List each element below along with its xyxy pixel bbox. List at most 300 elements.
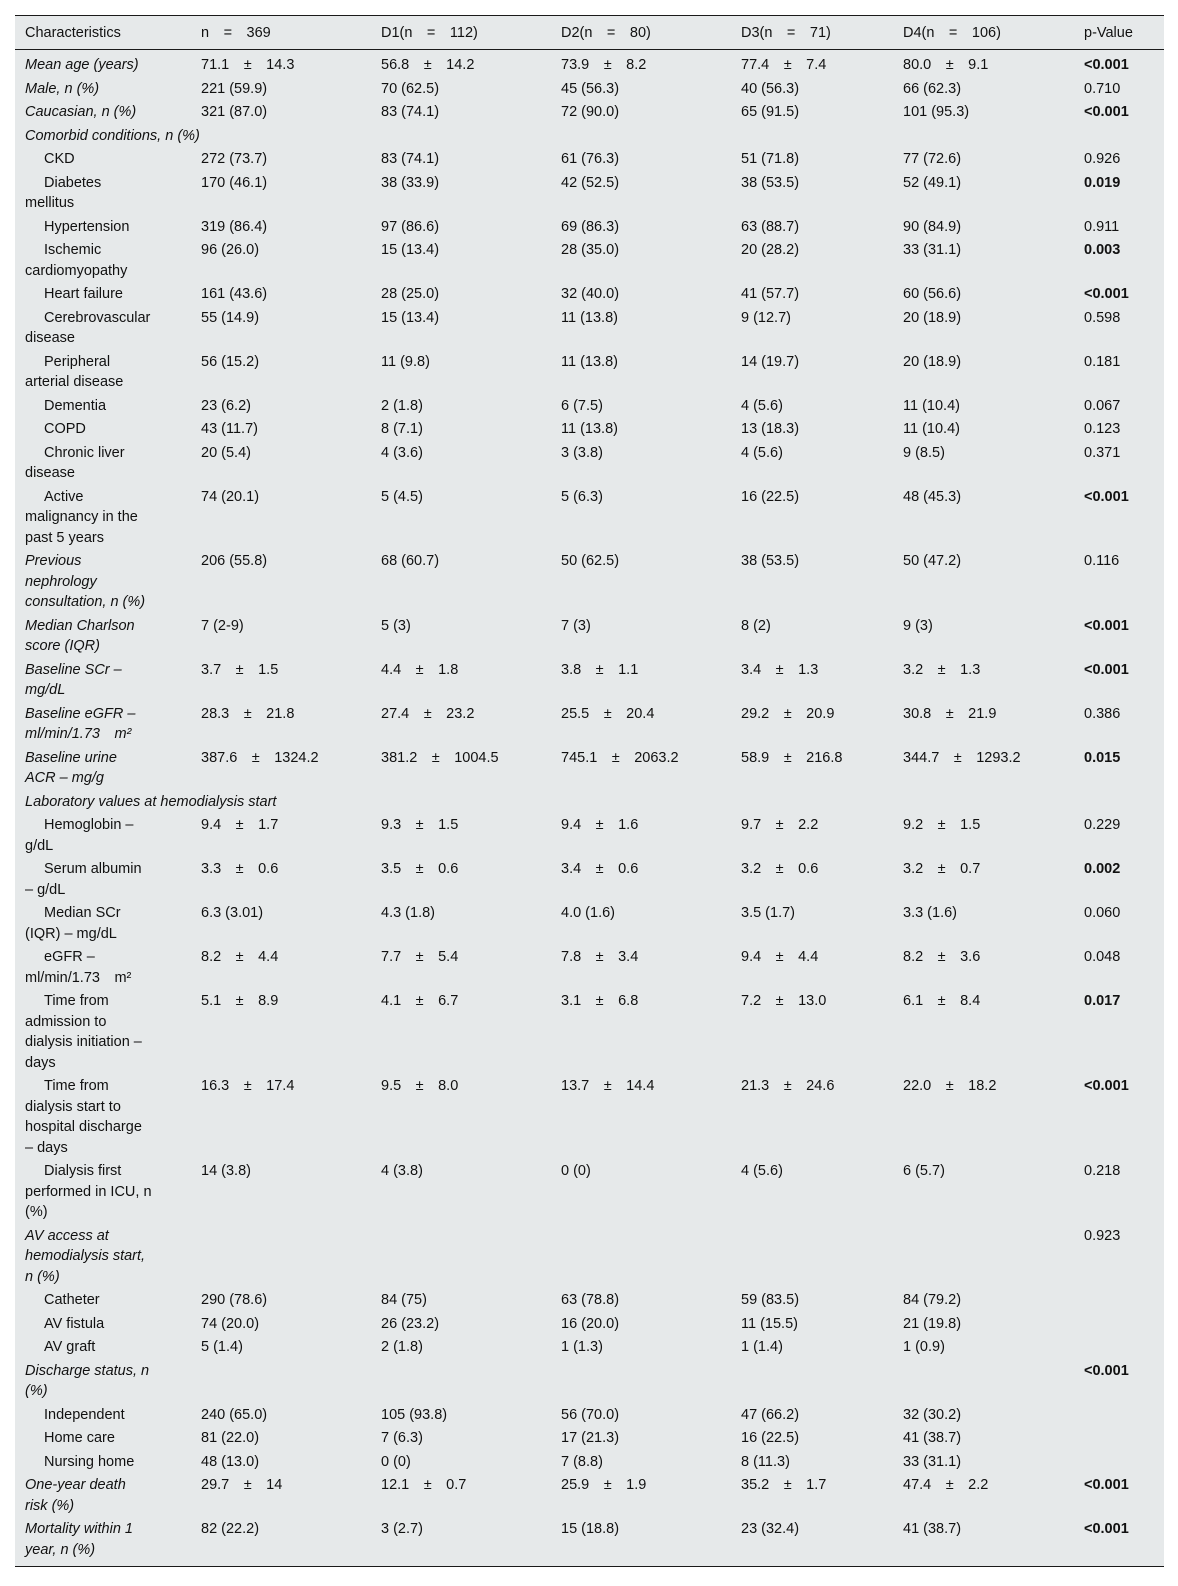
row-sublabel [15, 1159, 191, 1224]
row-label [15, 1224, 191, 1289]
row-label-text: COPD [44, 421, 86, 437]
table-row [15, 485, 1164, 550]
row-label [15, 1473, 191, 1517]
value-cell: 74 (20.0) [201, 1315, 260, 1332]
p-value-cell: 0.017 [1084, 993, 1121, 1009]
header-characteristics: Characteristics [15, 16, 191, 50]
row-label-text: Male, n (%) [25, 80, 100, 97]
value-cell: 3.3 (1.6) [903, 905, 957, 921]
value-cell: 5 (1.4) [201, 1339, 243, 1355]
row-label-text: Hypertension [44, 218, 130, 235]
value-cell: 6 (5.7) [903, 1163, 945, 1179]
value-cell: 4 (3.8) [381, 1163, 423, 1179]
row-sublabel [15, 441, 191, 485]
table-row [15, 813, 1164, 857]
row-label-text: Catheter [44, 1292, 100, 1308]
value-cell: 6.1 ± 8.4 [903, 993, 981, 1009]
value-cell: 71.1 ± 14.3 [201, 57, 295, 73]
value-cell: 20 (5.4) [201, 444, 251, 461]
p-value-cell: 0.116 [1084, 553, 1120, 569]
p-value-cell: 0.067 [1084, 397, 1121, 414]
row-label [15, 100, 191, 124]
row-label-text: Dialysis first performed in ICU, n (%) [25, 1163, 152, 1220]
value-cell: 11 (9.8) [381, 353, 430, 370]
value-cell: 8 (11.3) [741, 1453, 790, 1470]
value-cell: 344.7 ± 1293.2 [903, 749, 1021, 766]
row-label-text: Baseline urine ACR – mg/g [25, 749, 117, 786]
value-cell: 96 (26.0) [201, 242, 260, 258]
value-cell: 13.7 ± 14.4 [561, 1078, 655, 1094]
p-value-cell: 0.911 [1084, 218, 1120, 235]
row-label-text: Discharge status, n (%) [25, 1362, 150, 1399]
value-cell: 1 (0.9) [903, 1339, 945, 1355]
value-cell: 3.3 ± 0.6 [201, 861, 279, 877]
value-cell: 9.5 ± 8.0 [381, 1078, 459, 1094]
value-cell: 59 (83.5) [741, 1292, 800, 1308]
row-label [15, 746, 191, 790]
table-row [15, 394, 1164, 418]
value-cell: 161 (43.6) [201, 286, 268, 302]
value-cell: 60 (56.6) [903, 286, 962, 302]
table-row [15, 1517, 1164, 1566]
value-cell: 29.2 ± 20.9 [741, 705, 835, 722]
value-cell: 90 (84.9) [903, 218, 962, 235]
table-row [15, 50, 1164, 77]
p-value-cell: 0.123 [1084, 421, 1121, 437]
data-table [15, 16, 1164, 1566]
row-sublabel [15, 350, 191, 394]
value-cell: 47.4 ± 2.2 [903, 1477, 989, 1493]
value-cell: 3.8 ± 1.1 [561, 661, 639, 678]
p-value-cell: <0.001 [1084, 57, 1129, 73]
value-cell: 3 (2.7) [381, 1521, 423, 1537]
row-label [15, 702, 191, 746]
value-cell: 25.5 ± 20.4 [561, 705, 655, 722]
table-row [15, 614, 1164, 658]
row-sublabel [15, 1074, 191, 1159]
row-label [15, 1359, 191, 1403]
row-label-text: Comorbid conditions, n (%) [25, 127, 200, 144]
row-label [15, 124, 1164, 148]
value-cell: 0 (0) [381, 1453, 411, 1470]
row-label [15, 50, 191, 77]
value-cell [371, 1359, 551, 1403]
value-cell [893, 1359, 1074, 1403]
p-value-cell: 0.003 [1084, 242, 1121, 258]
value-cell: 14 (3.8) [201, 1163, 251, 1179]
row-label-text: Active malignancy in the past 5 years [25, 488, 138, 546]
row-label-text: Dementia [44, 397, 107, 414]
table-row [15, 857, 1164, 901]
header-p-value: p-Value [1074, 16, 1164, 50]
row-label [15, 77, 191, 101]
value-cell: 272 (73.7) [201, 151, 268, 167]
value-cell: 23 (32.4) [741, 1521, 800, 1537]
value-cell: 20 (28.2) [741, 242, 800, 258]
row-label-text: eGFR – ml/min/1.73 m² [25, 949, 132, 986]
value-cell: 33 (31.1) [903, 242, 962, 258]
value-cell: 41 (38.7) [903, 1430, 962, 1446]
table-header-row [15, 16, 1164, 50]
value-cell: 68 (60.7) [381, 553, 440, 569]
value-cell: 77.4 ± 7.4 [741, 57, 827, 73]
row-sublabel [15, 1312, 191, 1336]
row-label-text: Nursing home [44, 1453, 135, 1470]
value-cell: 7.2 ± 13.0 [741, 993, 827, 1009]
value-cell: 1 (1.3) [561, 1339, 603, 1355]
value-cell: 3.2 ± 1.3 [903, 661, 981, 678]
p-value-cell: 0.181 [1084, 353, 1121, 370]
p-value-cell: <0.001 [1084, 488, 1129, 505]
value-cell: 4.3 (1.8) [381, 905, 435, 921]
table-row [15, 1335, 1164, 1359]
value-cell: 221 (59.9) [201, 80, 268, 97]
value-cell: 38 (53.5) [741, 553, 800, 569]
value-cell: 56.8 ± 14.2 [381, 57, 475, 73]
p-value-cell: <0.001 [1084, 617, 1129, 634]
value-cell: 72 (90.0) [561, 104, 620, 120]
value-cell: 83 (74.1) [381, 104, 440, 120]
value-cell: 7 (6.3) [381, 1430, 423, 1446]
value-cell: 26 (23.2) [381, 1315, 440, 1332]
p-value-cell: 0.229 [1084, 817, 1121, 833]
table-row [15, 417, 1164, 441]
row-label [15, 549, 191, 614]
value-cell: 4.1 ± 6.7 [381, 993, 459, 1009]
p-value-cell: 0.371 [1084, 444, 1121, 461]
value-cell [731, 1224, 893, 1289]
row-label-text: Ischemic cardiomyopathy [25, 242, 128, 279]
value-cell: 9 (8.5) [903, 444, 945, 461]
row-sublabel [15, 147, 191, 171]
value-cell: 5 (3) [381, 617, 411, 634]
value-cell: 65 (91.5) [741, 104, 800, 120]
value-cell: 77 (72.6) [903, 151, 962, 167]
value-cell: 20 (18.9) [903, 309, 962, 326]
row-label-text: Independent [44, 1406, 125, 1423]
value-cell: 9 (12.7) [741, 309, 791, 326]
row-label-text: One-year death risk (%) [25, 1477, 126, 1514]
value-cell: 206 (55.8) [201, 553, 268, 569]
header-d3: D3(n = 71) [731, 16, 893, 50]
value-cell: 45 (56.3) [561, 80, 620, 97]
table-row [15, 171, 1164, 215]
value-cell: 63 (78.8) [561, 1292, 620, 1308]
p-value-cell: 0.015 [1084, 749, 1121, 766]
p-value-cell: <0.001 [1084, 661, 1129, 678]
header-d2: D2(n = 80) [551, 16, 731, 50]
value-cell: 4 (5.6) [741, 444, 783, 461]
value-cell: 25.9 ± 1.9 [561, 1477, 647, 1493]
value-cell: 12.1 ± 0.7 [381, 1477, 467, 1493]
value-cell: 290 (78.6) [201, 1292, 268, 1308]
value-cell: 73.9 ± 8.2 [561, 57, 647, 73]
value-cell: 745.1 ± 2063.2 [561, 749, 679, 766]
value-cell: 321 (87.0) [201, 104, 268, 120]
value-cell: 4 (5.6) [741, 397, 783, 414]
value-cell: 3.4 ± 1.3 [741, 661, 819, 678]
value-cell: 28 (35.0) [561, 242, 620, 258]
row-label-text: Serum albumin – g/dL [25, 861, 142, 898]
row-sublabel [15, 1403, 191, 1427]
value-cell: 387.6 ± 1324.2 [201, 749, 319, 766]
value-cell: 5 (6.3) [561, 488, 603, 505]
value-cell: 16 (20.0) [561, 1315, 620, 1332]
row-sublabel [15, 215, 191, 239]
table-row [15, 1074, 1164, 1159]
value-cell: 14 (19.7) [741, 353, 800, 370]
p-value-cell: 0.386 [1084, 705, 1121, 722]
value-cell: 32 (30.2) [903, 1406, 962, 1423]
value-cell: 50 (62.5) [561, 553, 620, 569]
table-body [15, 50, 1164, 1567]
row-label-text: Laboratory values at hemodialysis start [25, 793, 277, 810]
value-cell: 9 (3) [903, 617, 933, 634]
value-cell: 63 (88.7) [741, 218, 800, 235]
row-label-text: Caucasian, n (%) [25, 104, 137, 120]
row-label-text: AV access at hemodialysis start, n (%) [25, 1227, 146, 1285]
value-cell: 8.2 ± 4.4 [201, 949, 279, 965]
table-row [15, 1450, 1164, 1474]
value-cell: 319 (86.4) [201, 218, 268, 235]
value-cell [551, 1224, 731, 1289]
p-value-cell: 0.060 [1084, 905, 1121, 921]
value-cell [191, 1224, 371, 1289]
value-cell: 28 (25.0) [381, 286, 440, 302]
row-label-text: AV fistula [44, 1315, 105, 1332]
row-label [15, 658, 191, 702]
value-cell: 58.9 ± 216.8 [741, 749, 843, 766]
table-row [15, 282, 1164, 306]
table-row [15, 441, 1164, 485]
value-cell: 0 (0) [561, 1163, 591, 1179]
table-row [15, 100, 1164, 124]
table-row [15, 658, 1164, 702]
value-cell: 56 (70.0) [561, 1406, 620, 1423]
table-row [15, 702, 1164, 746]
row-sublabel [15, 1335, 191, 1359]
value-cell: 3.5 ± 0.6 [381, 861, 459, 877]
table-row [15, 1359, 1164, 1403]
characteristics-table [15, 15, 1164, 1567]
value-cell: 83 (74.1) [381, 151, 440, 167]
value-cell: 15 (13.4) [381, 309, 440, 326]
value-cell: 1 (1.4) [741, 1339, 783, 1355]
value-cell: 9.4 ± 4.4 [741, 949, 819, 965]
row-sublabel [15, 1450, 191, 1474]
row-sublabel [15, 485, 191, 550]
p-value-cell: <0.001 [1084, 1362, 1129, 1379]
p-value-cell [1074, 1450, 1164, 1474]
value-cell [893, 1224, 1074, 1289]
value-cell: 50 (47.2) [903, 553, 962, 569]
p-value-cell: <0.001 [1084, 104, 1129, 120]
value-cell: 170 (46.1) [201, 174, 268, 191]
table-row [15, 549, 1164, 614]
row-sublabel [15, 989, 191, 1074]
value-cell: 61 (76.3) [561, 151, 620, 167]
row-label-text: Baseline eGFR – ml/min/1.73 m² [25, 705, 136, 742]
value-cell: 55 (14.9) [201, 309, 260, 326]
table-row [15, 77, 1164, 101]
table-row [15, 306, 1164, 350]
row-sublabel [15, 417, 191, 441]
row-sublabel [15, 1426, 191, 1450]
p-value-cell: 0.923 [1084, 1227, 1121, 1244]
row-sublabel [15, 238, 191, 282]
header-total: n = 369 [191, 16, 371, 50]
table-row [15, 1224, 1164, 1289]
value-cell: 69 (86.3) [561, 218, 620, 235]
value-cell: 81 (22.0) [201, 1430, 260, 1446]
value-cell: 43 (11.7) [201, 421, 258, 437]
value-cell: 38 (53.5) [741, 174, 800, 191]
value-cell: 2 (1.8) [381, 1339, 423, 1355]
row-label-text: AV graft [44, 1339, 96, 1355]
value-cell: 17 (21.3) [561, 1430, 620, 1446]
p-value-cell: <0.001 [1084, 1477, 1129, 1493]
table-row [15, 989, 1164, 1074]
value-cell: 48 (45.3) [903, 488, 962, 505]
table-row [15, 1426, 1164, 1450]
row-label-text: Median SCr (IQR) – mg/dL [25, 905, 121, 942]
value-cell: 3.7 ± 1.5 [201, 661, 279, 678]
p-value-cell [1074, 1403, 1164, 1427]
p-value-cell [1074, 1335, 1164, 1359]
value-cell: 2 (1.8) [381, 397, 423, 414]
table-row [15, 901, 1164, 945]
table-row [15, 1288, 1164, 1312]
row-label-text: CKD [44, 151, 75, 167]
value-cell: 29.7 ± 14 [201, 1477, 283, 1493]
row-label-text: Chronic liver disease [25, 444, 125, 481]
table-row [15, 1403, 1164, 1427]
row-label [15, 614, 191, 658]
value-cell: 40 (56.3) [741, 80, 800, 97]
row-label-text: Mean age (years) [25, 57, 139, 73]
value-cell: 8 (2) [741, 617, 771, 634]
value-cell: 4.0 (1.6) [561, 905, 615, 921]
value-cell: 52 (49.1) [903, 174, 962, 191]
row-label-text: Diabetes mellitus [25, 174, 102, 211]
row-label-text: Time from dialysis start to hospital discharge – days [25, 1078, 142, 1156]
value-cell: 7 (8.8) [561, 1453, 603, 1470]
value-cell: 9.7 ± 2.2 [741, 817, 819, 833]
row-label-text: Baseline SCr – mg/dL [25, 661, 122, 698]
row-label [15, 1517, 191, 1566]
table-row [15, 1473, 1164, 1517]
row-label-text: Median Charlson score (IQR) [25, 617, 135, 654]
value-cell: 16 (22.5) [741, 1430, 800, 1446]
p-value-cell [1074, 1288, 1164, 1312]
value-cell: 7.7 ± 5.4 [381, 949, 459, 965]
row-sublabel [15, 1288, 191, 1312]
value-cell: 22.0 ± 18.2 [903, 1078, 997, 1094]
value-cell: 7.8 ± 3.4 [561, 949, 639, 965]
value-cell: 84 (75) [381, 1292, 427, 1308]
p-value-cell: 0.048 [1084, 949, 1121, 965]
value-cell: 9.3 ± 1.5 [381, 817, 459, 833]
value-cell: 23 (6.2) [201, 397, 251, 414]
value-cell: 6 (7.5) [561, 397, 603, 414]
value-cell: 11 (13.8) [561, 421, 618, 437]
value-cell: 28.3 ± 21.8 [201, 705, 295, 722]
value-cell: 27.4 ± 23.2 [381, 705, 475, 722]
row-label-text: Mortality within 1 year, n (%) [25, 1521, 133, 1558]
value-cell [191, 1359, 371, 1403]
value-cell: 240 (65.0) [201, 1406, 268, 1423]
row-label-text: Peripheral arterial disease [25, 353, 124, 390]
p-value-cell: 0.218 [1084, 1163, 1121, 1179]
row-label-text: Cerebrovascular disease [25, 309, 151, 346]
value-cell: 33 (31.1) [903, 1453, 962, 1470]
value-cell: 4 (5.6) [741, 1163, 783, 1179]
p-value-cell [1074, 1426, 1164, 1450]
value-cell: 82 (22.2) [201, 1521, 260, 1537]
value-cell: 41 (38.7) [903, 1521, 962, 1537]
value-cell: 8 (7.1) [381, 421, 423, 437]
value-cell: 21.3 ± 24.6 [741, 1078, 835, 1094]
row-sublabel [15, 857, 191, 901]
value-cell: 9.4 ± 1.6 [561, 817, 639, 833]
header-d4: D4(n = 106) [893, 16, 1074, 50]
table-row [15, 124, 1164, 148]
value-cell: 5.1 ± 8.9 [201, 993, 279, 1009]
row-label-text: Time from admission to dialysis initiation – days [25, 993, 142, 1071]
value-cell: 11 (13.8) [561, 353, 618, 370]
p-value-cell: <0.001 [1084, 1521, 1129, 1537]
table-row [15, 350, 1164, 394]
row-sublabel [15, 171, 191, 215]
p-value-cell: 0.002 [1084, 861, 1121, 877]
table-row [15, 215, 1164, 239]
value-cell: 11 (10.4) [903, 397, 960, 414]
value-cell: 15 (18.8) [561, 1521, 620, 1537]
value-cell: 97 (86.6) [381, 218, 440, 235]
value-cell: 20 (18.9) [903, 353, 962, 370]
value-cell: 101 (95.3) [903, 104, 970, 120]
value-cell [551, 1359, 731, 1403]
value-cell: 16 (22.5) [741, 488, 800, 505]
table-row [15, 1312, 1164, 1336]
value-cell: 4.4 ± 1.8 [381, 661, 459, 678]
value-cell: 7 (2-9) [201, 617, 244, 634]
value-cell: 56 (15.2) [201, 353, 260, 370]
row-sublabel [15, 394, 191, 418]
value-cell: 11 (15.5) [741, 1315, 798, 1332]
row-sublabel [15, 945, 191, 989]
value-cell: 30.8 ± 21.9 [903, 705, 997, 722]
value-cell: 80.0 ± 9.1 [903, 57, 989, 73]
value-cell: 15 (13.4) [381, 242, 440, 258]
row-label-text: Previous nephrology consultation, n (%) [25, 553, 146, 610]
p-value-cell: <0.001 [1084, 286, 1129, 302]
value-cell: 3.2 ± 0.6 [741, 861, 819, 877]
value-cell: 41 (57.7) [741, 286, 800, 302]
row-sublabel [15, 813, 191, 857]
table-row [15, 1159, 1164, 1224]
value-cell: 47 (66.2) [741, 1406, 800, 1423]
value-cell: 3.5 (1.7) [741, 905, 795, 921]
value-cell: 66 (62.3) [903, 80, 962, 97]
value-cell: 3.2 ± 0.7 [903, 861, 981, 877]
value-cell: 13 (18.3) [741, 421, 800, 437]
p-value-cell: 0.710 [1084, 80, 1121, 97]
header-d1: D1(n = 112) [371, 16, 551, 50]
table-row [15, 746, 1164, 790]
row-label-text: Home care [44, 1430, 115, 1446]
value-cell: 38 (33.9) [381, 174, 440, 191]
